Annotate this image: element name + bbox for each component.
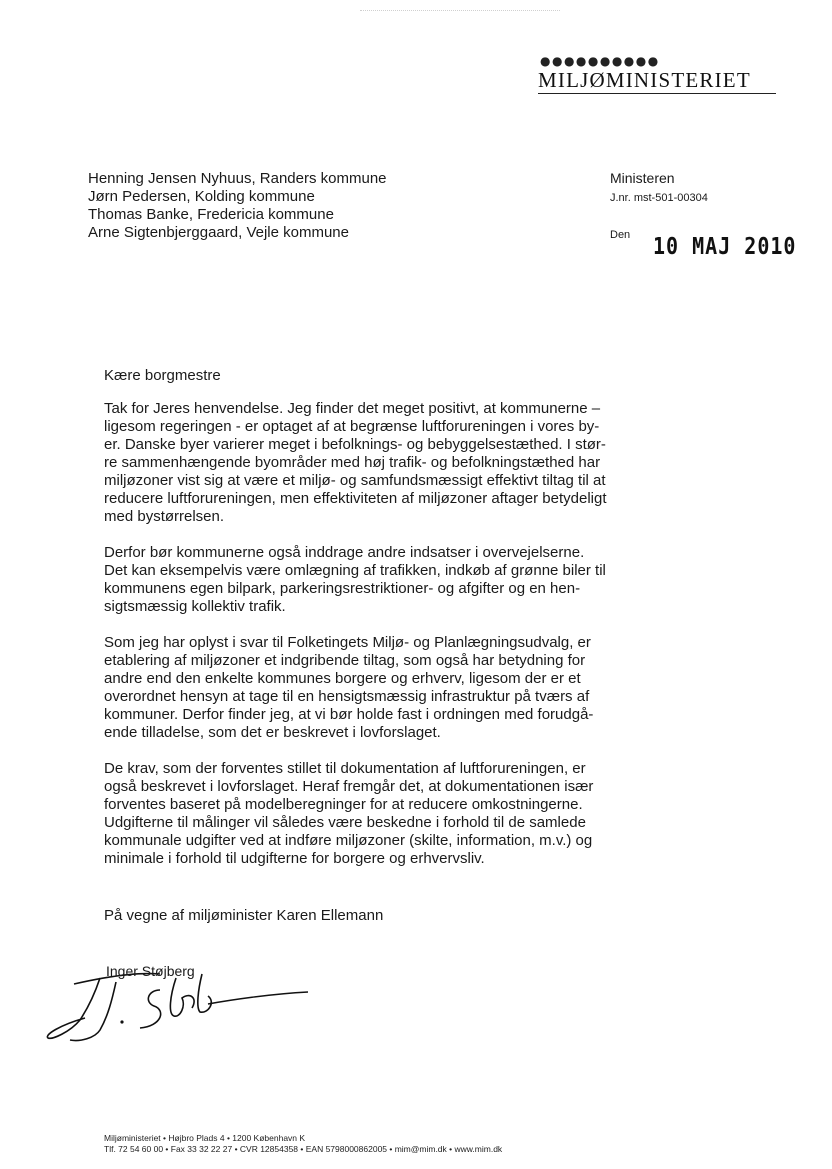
logo-rule <box>538 93 776 94</box>
journal-number: J.nr. mst-501-00304 <box>610 192 708 204</box>
logo-dots: ●●●●●●●●●● <box>540 54 660 68</box>
sender-title: Ministeren <box>610 170 675 186</box>
recipient-block <box>88 170 387 242</box>
body-paragraph: Derfor bør kommunerne også inddrage andre indsatser i overvejelserne. Det kan eksempelvis være omlægning af trafikken, indkøb af grønne biler til kommunens egen bilpark, parkeringsrestriktioner- og afgifter og en hen- sigtsmæssig kollektiv trafik. <box>104 544 606 615</box>
date-stamp: 10 MAJ 2010 <box>653 232 797 260</box>
letter-body <box>104 400 624 886</box>
recipient-line: Jørn Pedersen, Kolding kommune <box>88 188 315 205</box>
body-paragraph: Som jeg har oplyst i svar til Folketingets Miljø- og Planlægningsudvalg, er etablering af miljøzoner et indgribende tiltag, som også har betydning for andre end den enkelte kommunes borgere og erhverv, ligesom der er et overordnet hensyn at tage til en hensigtsmæssig infrastruktur på tværs af kommuner. Derfor finder jeg, at vi bør holde fast i ordningen med forudgå- ende tilladelse, som det er beskrevet i lovforslaget. <box>104 634 594 741</box>
salutation: Kære borgmestre <box>104 367 221 384</box>
recipient-line: Henning Jensen Nyhuus, Randers kommune <box>88 170 387 187</box>
closing-line: På vegne af miljøminister Karen Ellemann <box>104 907 384 924</box>
footer-contact: Tlf. 72 54 60 00 • Fax 33 32 22 27 • CVR 12854358 • EAN 5798000862005 • mim@mim.dk • www.mim.dk <box>104 1144 503 1154</box>
scan-artifact <box>360 10 560 12</box>
recipient-line: Arne Sigtenbjerggaard, Vejle kommune <box>88 224 349 241</box>
signer-name: Inger Støjberg <box>106 963 195 979</box>
body-paragraph: De krav, som der forventes stillet til dokumentation af luftforureningen, er også beskrevet i lovforslaget. Heraf fremgår det, at dokumentationen især forventes baseret på modelberegninger for at reducere omkostningerne. Udgifterne til målinger vil således være beskedne i forhold til de samlede kommunale udgifter ved at indføre miljøzoner (skilte, information, m.v.) og minimale i forhold til udgifterne for borgere og erhvervsliv. <box>104 760 594 867</box>
logo-wordmark: MILJØMINISTERIET <box>538 68 751 92</box>
footer-address: Miljøministeriet • Højbro Plads 4 • 1200 København K <box>104 1133 306 1143</box>
footer <box>104 1133 502 1155</box>
recipient-line: Thomas Banke, Fredericia kommune <box>88 206 334 223</box>
body-paragraph: Tak for Jeres henvendelse. Jeg finder det meget positivt, at kommunerne – ligesom regeringen - er optaget af at begrænse luftforureningen i vores by- er. Danske byer varierer meget i befolknings- og bebyggelsestæthed. I stør- re sammenhængende byområder med høj trafik- og befolkningstæthed har miljøzoner vist sig at være et miljø- og samfundsmæssigt effektivt tiltag til at reducere luftforureningen, men effektiviteten af miljøzoner aftager betydeligt med bystørrelsen. <box>104 400 607 525</box>
sender-block <box>610 170 708 204</box>
date-label: Den <box>610 229 631 241</box>
